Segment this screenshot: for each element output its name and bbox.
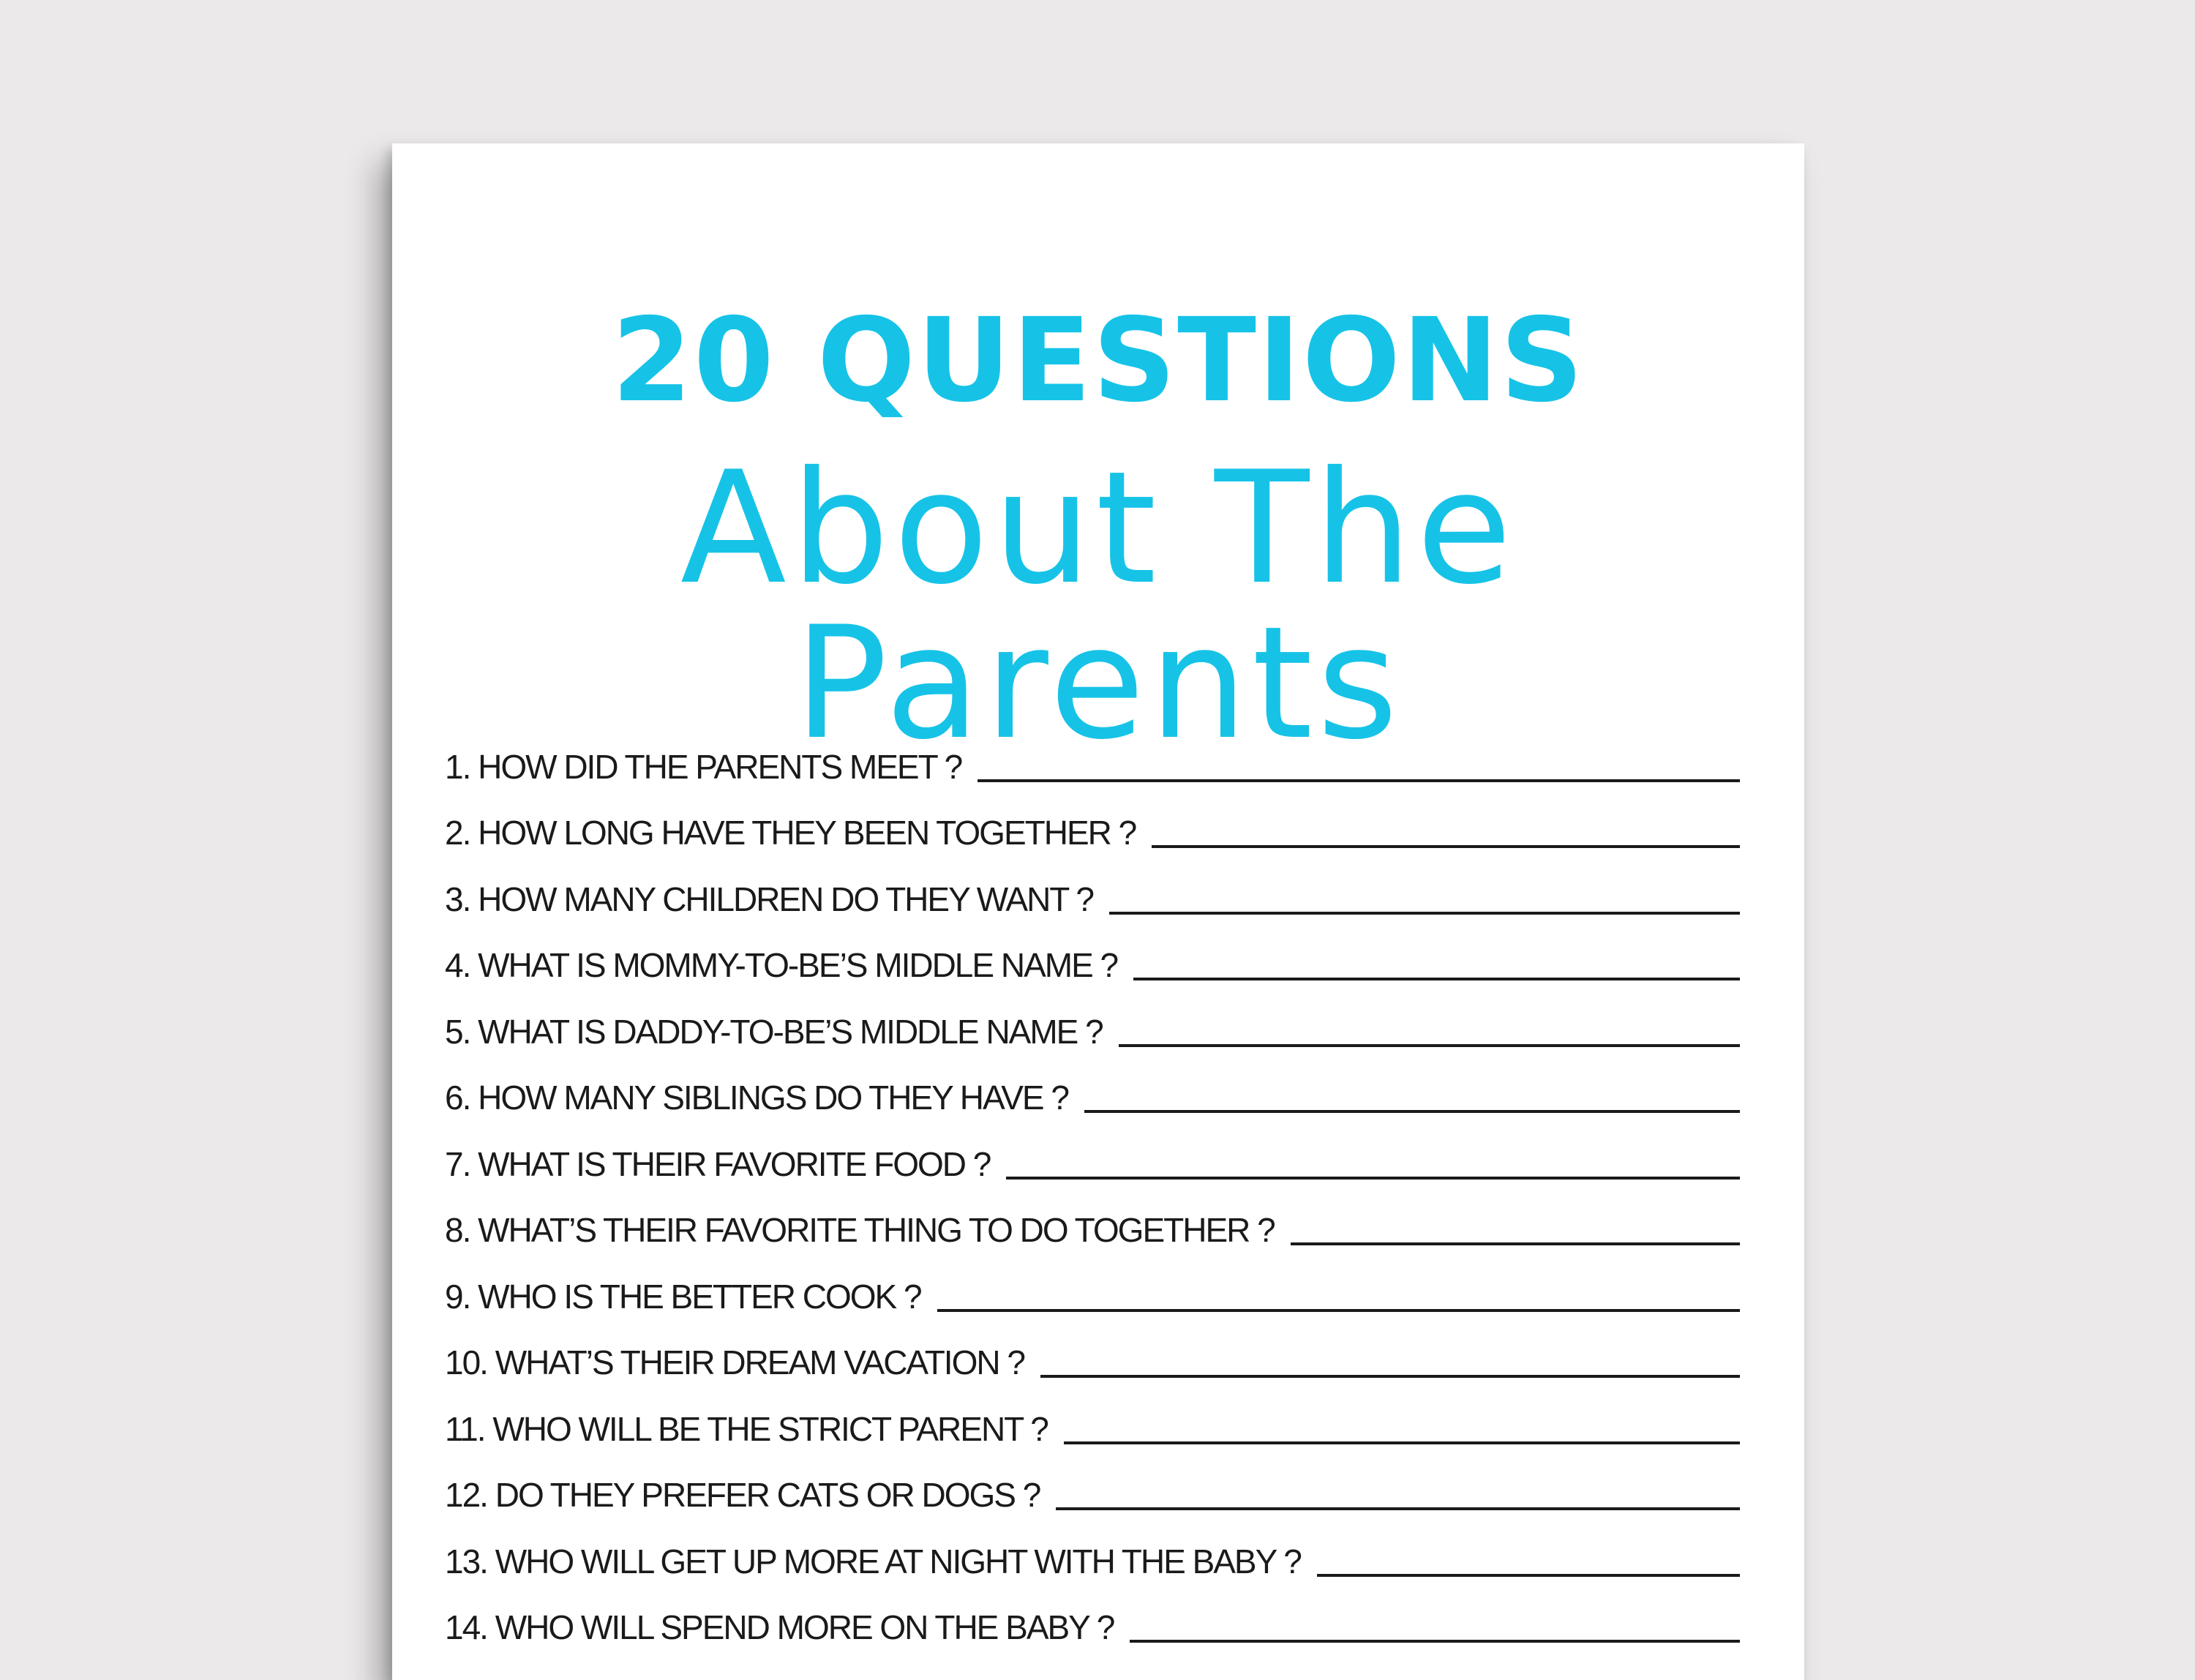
answer-line[interactable] (978, 779, 1740, 782)
question-text: 14. WHO WILL SPEND MORE ON THE BABY ? (445, 1608, 1114, 1646)
answer-line[interactable] (1064, 1441, 1740, 1444)
answer-line[interactable] (1056, 1507, 1740, 1510)
question-item (445, 854, 1740, 920)
question-text: 12. DO THEY PREFER CATS OR DOGS ? (445, 1476, 1040, 1514)
answer-line[interactable] (1119, 1044, 1740, 1047)
question-item (445, 1119, 1740, 1185)
question-item (445, 1053, 1740, 1120)
question-text: 7. WHAT IS THEIR FAVORITE FOOD ? (445, 1144, 991, 1183)
worksheet-subtitle: About The Parents (680, 438, 1517, 773)
answer-line[interactable] (1152, 845, 1740, 848)
question-item (445, 1384, 1740, 1450)
question-text: 13. WHO WILL GET UP MORE AT NIGHT WITH THE BABY ? (445, 1542, 1301, 1580)
question-item (445, 1583, 1740, 1649)
question-item (445, 986, 1740, 1053)
question-text: 11. WHO WILL BE THE STRICT PARENT ? (445, 1409, 1048, 1448)
question-item (445, 1516, 1740, 1583)
question-item (445, 920, 1740, 987)
answer-line[interactable] (1130, 1640, 1740, 1643)
answer-line[interactable] (1006, 1177, 1740, 1180)
question-text: 3. HOW MANY CHILDREN DO THEY WANT ? (445, 880, 1093, 918)
worksheet-title: 20 QUESTIONS (611, 293, 1586, 428)
answer-line[interactable] (1084, 1110, 1740, 1113)
question-item (445, 1318, 1740, 1384)
answer-line[interactable] (1291, 1242, 1740, 1245)
question-text: 2. HOW LONG HAVE THEY BEEN TOGETHER ? (445, 814, 1136, 852)
answer-line[interactable] (1317, 1574, 1740, 1577)
answer-line[interactable] (1109, 912, 1740, 915)
worksheet-paper (392, 143, 1804, 1680)
question-item (445, 788, 1740, 855)
answer-line[interactable] (937, 1309, 1740, 1312)
question-item (445, 721, 1740, 788)
question-text: 4. WHAT IS MOMMY-TO-BE’S MIDDLE NAME ? (445, 946, 1118, 984)
question-text: 5. WHAT IS DADDY-TO-BE’S MIDDLE NAME ? (445, 1012, 1103, 1051)
question-item (445, 1450, 1740, 1517)
question-item (445, 1251, 1740, 1318)
question-text: 10. WHAT’S THEIR DREAM VACATION ? (445, 1343, 1024, 1381)
question-text: 6. HOW MANY SIBLINGS DO THEY HAVE ? (445, 1079, 1068, 1117)
question-text: 9. WHO IS THE BETTER COOK ? (445, 1277, 921, 1316)
answer-line[interactable] (1133, 978, 1740, 980)
answer-line[interactable] (1040, 1375, 1740, 1378)
question-list (445, 721, 1740, 1649)
question-text: 1. HOW DID THE PARENTS MEET ? (445, 747, 962, 786)
question-item (445, 1185, 1740, 1252)
question-text: 8. WHAT’S THEIR FAVORITE THING TO DO TOGETHER ? (445, 1211, 1275, 1249)
